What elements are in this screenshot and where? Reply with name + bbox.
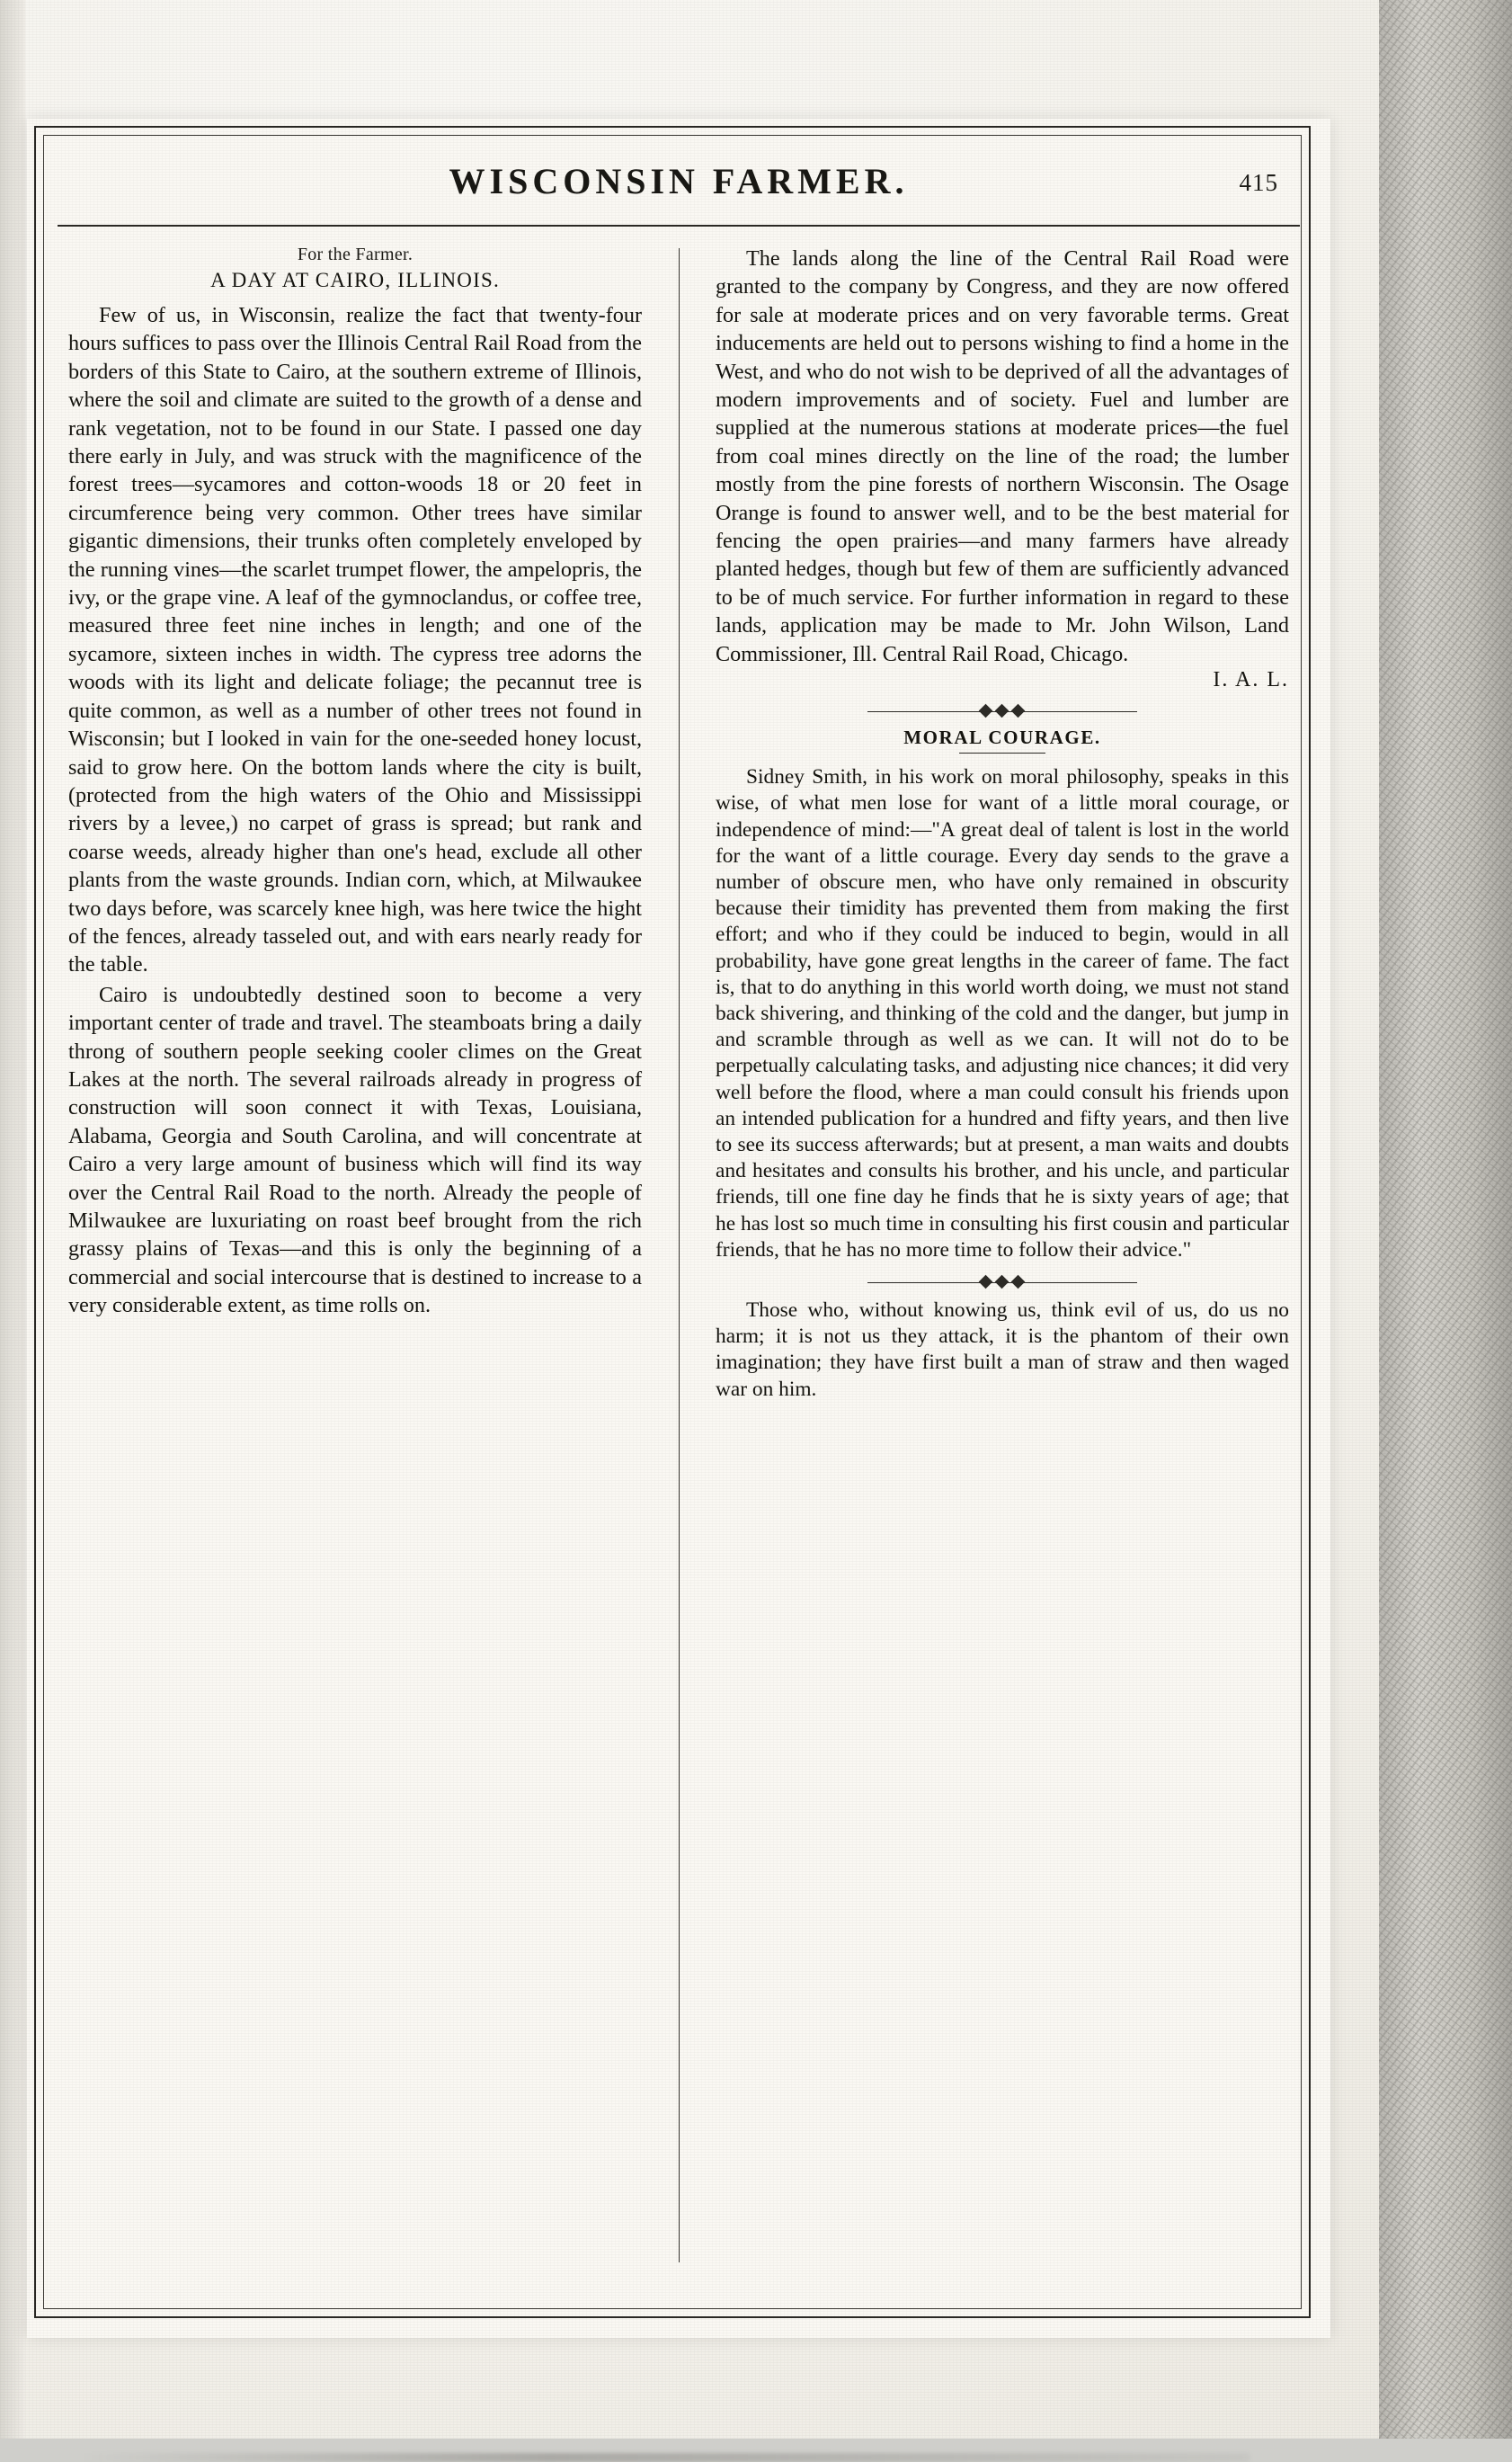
article-headline: A DAY AT CAIRO, ILLINOIS. bbox=[210, 269, 500, 291]
ornament-diamond-icon bbox=[979, 704, 993, 718]
article-kicker: For the Farmer. bbox=[297, 245, 414, 264]
section-title: MORAL COURAGE. bbox=[903, 727, 1101, 749]
page-number: 415 bbox=[1239, 169, 1278, 196]
section-ornament bbox=[867, 1276, 1137, 1289]
column-layout bbox=[68, 245, 1289, 2268]
masthead bbox=[63, 153, 1294, 219]
closing-paragraph: Those who, without knowing us, think evil of us, do us no harm; it is not us they attack, it is the phantom of their own imagination; they have first built a man of straw and then waged war on him. bbox=[716, 1298, 1289, 1401]
ornament-diamond-icon bbox=[979, 1275, 993, 1289]
article-paragraph: Cairo is undoubtedly destined soon to become a very important center of trade and travel. The steamboats bring a daily throng of southern people seeking cooler climes on the Great Lakes at the north. The several railroads already in progress of construction will soon connect it with Texas, Louisiana, Alabama, Georgia and South Carolina, and will concentrate at Cairo a very large amount of business which will find its way over the Central Rail Road to the north. Already the people of Milwaukee are luxuriating on roast beef brought from the rich grassy plains of Texas—and this is only the beginning of a commercial and social intercourse that is destined to increase to a very considerable extent, as time rolls on. bbox=[68, 982, 642, 1318]
section-paragraph: Sidney Smith, in his work on moral philosophy, speaks in this wise, of what men lose for want of a little moral courage, or independence of mind:—"A great deal of talent is lost in the world for the want of a little courage. Every day sends to the grave a number of obscure men, who have only remained in obscurity because their timidity has prevented them from making the first effort; and who if they could be induced to begin, would in all probability, have gone great lengths in the career of fame. The fact is, that to do anything in this world worth doing, we must not stand back shivering, and thinking of the cold and the danger, but jump in and scramble through as well as we can. It will not do to be perpetually calculating tasks, and adjusting nice chances; it did very well before the flood, where a man could consult his friends upon an intended publication for a hundred and fifty years, and then live to see its success afterwards; but at present, a man waits and doubts and hesitates and consults his brother, and his uncle, and particular friends, till one fine day he finds that he is sixty years of age; that he has lost so much time in consulting his first cousin and particular friends, that he has no more time to follow their advice." bbox=[716, 765, 1289, 1262]
article-paragraph-continued: The lands along the line of the Central Rail Road were granted to the company by Congress, and they are now offered for sale at moderate prices and on very favorable terms. Great inducements are held out to persons wishing to find a home in the West, and who do not wish to be deprived of all the advantages of modern improvements and of society. Fuel and lumber are supplied at the numerous stations at moderate prices—the fuel from coal mines directly on the line of the road; the lumber mostly from the pine forests of northern Wisconsin. The Osage Orange is found to answer well, and to be the best material for fencing the open prairies—and many farmers have already planted hedges, though but few of them are sufficiently advanced to be of much service. For further information in regard to these lands, application may be made to Mr. John Wilson, Land Commissioner, Ill. Central Rail Road, Chicago. bbox=[716, 246, 1289, 666]
article-paragraph: Few of us, in Wisconsin, realize the fact that twenty-four hours suffices to pass over the Illinois Central Rail Road from the borders of this State to Cairo, at the southern extreme of Illinois, where the soil and climate are suited to the growth of a dense and rank vegetation, not to be found in our State. I passed one day there early in July, and was struck with the magnificence of the forest trees—sycamores and cotton-woods 18 or 20 feet in circumference being very common. Other trees have similar gigantic dimensions, their trunks often completely enveloped by the running vines—the scarlet trumpet flower, the ampelopris, the ivy, or the grape vine. A leaf of the gymnoclandus, or coffee tree, measured three feet nine inches in length; and one of the sycamore, sixteen inches in width. The cypress tree adorns the woods with its light and delicate foliage; the pecannut tree is quite common, as well as a number of other trees not found in Wisconsin; but I looked in vain for the one-seeded honey locust, said to grow here. On the bottom lands where the city is built, (protected from the high waters of the Ohio and Mississippi rivers by a levee,) no carpet of grass is spread; but rank and coarse weeds, already higher than one's head, exclude all other plants from the waste grounds. Indian corn, which, at Milwaukee two days before, was scarcely knee high, was here twice the hight of the fences, already tasseled out, and with ears nearly ready for the table. bbox=[68, 303, 642, 977]
page-right-edge-texture bbox=[1379, 0, 1512, 2439]
column-divider bbox=[679, 248, 680, 2262]
ornament-diamond-icon bbox=[1011, 704, 1026, 718]
ornament-diamond-icon bbox=[1011, 1275, 1026, 1289]
masthead-rule bbox=[58, 225, 1300, 227]
right-column bbox=[716, 245, 1289, 2268]
journal-title: WISCONSIN FARMER. bbox=[449, 161, 909, 201]
ornament-diamond-icon bbox=[995, 704, 1009, 718]
section-title-rule bbox=[959, 753, 1045, 754]
page-left-margin bbox=[0, 0, 25, 2439]
ornament-diamond-icon bbox=[995, 1275, 1009, 1289]
scan-smudge bbox=[81, 2453, 1250, 2462]
left-column bbox=[68, 245, 642, 2268]
article-signature: I. A. L. bbox=[1213, 668, 1289, 692]
section-ornament bbox=[867, 705, 1137, 718]
printed-page bbox=[27, 119, 1330, 2338]
